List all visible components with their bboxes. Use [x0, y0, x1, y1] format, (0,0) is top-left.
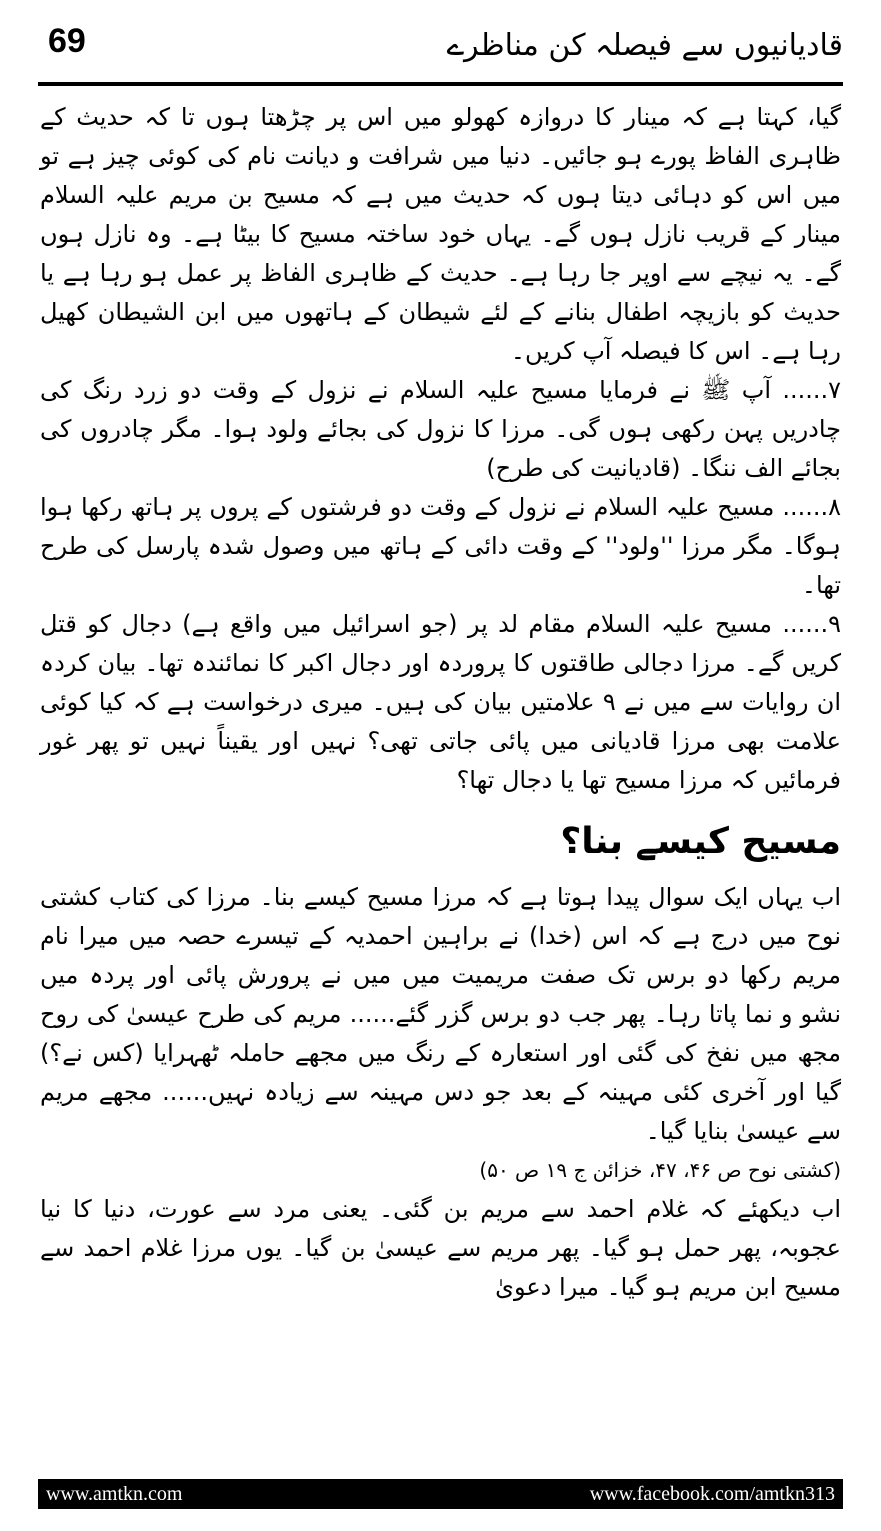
closing-paragraph: اب دیکھئے کہ غلام احمد سے مریم بن گئی۔ یعنی مرد سے عورت، دنیا کا نیا عجوبہ، پھر حمل ہو گیا۔ پھر مریم سے عیسیٰ بن گیا۔ یوں مرزا غلام احمد سے مسیح ابن مریم ہو گیا۔ میرا دعویٰ: [40, 1195, 841, 1301]
paragraph-point-8: ۸...... مسیح علیہ السلام نے نزول کے وقت دو فرشتوں کے پروں پر ہاتھ رکھا ہوا ہوگا۔ مگر مرزا ''ولود'' کے وقت دائی کے ہاتھ میں وصول شدہ پارسل کی طرح تھا۔: [40, 493, 841, 599]
book-title: قادیانیوں سے فیصلہ کن مناظرے: [446, 28, 843, 63]
header-divider: [38, 82, 843, 86]
section-heading: مسیح کیسے بنا؟: [560, 821, 841, 862]
page-number: 69: [48, 22, 86, 60]
paragraph-after-heading: اب یہاں ایک سوال پیدا ہوتا ہے کہ مرزا مسیح کیسے بنا۔ مرزا کی کتاب کشتی نوح میں درج ہے کہ اس (خدا) نے براہین احمدیہ کے تیسرے حصہ میں میرا نام مریم رکھا دو برس تک صفت مریمیت میں میں نے پرورش پائی اور پردہ میں نشو و نما پاتا رہا۔ پھر جب دو برس گزر گئے...... مریم کی طرح عیسیٰ کی روح مجھ میں نفخ کی گئی اور استعارہ کے رنگ میں مجھے حاملہ ٹھہرایا (کس نے؟) گیا اور آخری کئی مہینہ کے بعد جو دس مہینہ سے زیادہ نہیں...... مجھے مریم سے عیسیٰ بنایا گیا۔: [40, 883, 842, 1145]
footer-website-link[interactable]: www.amtkn.com: [46, 1482, 183, 1505]
paragraph-1: گیا، کہتا ہے کہ مینار کا دروازہ کھولو میں اس پر چڑھتا ہوں تا کہ حدیث کے ظاہری الفاظ پورے ہو جائیں۔ دنیا میں شرافت و دیانت نام کی کوئی چیز ہے تو میں اس کو دہائی دیتا ہوں کہ حدیث میں ہے کہ مسیح بن مریم علیہ السلام مینار کے قریب نازل ہوں گے۔ یہاں خود ساختہ مسیح کا بیٹا ہے۔ وہ نازل ہوں گے۔ یہ نیچے سے اوپر جا رہا ہے۔ حدیث کے ظاہری الفاظ پر عمل ہو رہا ہے یا حدیث کو بازیچہ اطفال بنانے کے لئے شیطان کے ہاتھوں میں ابن الشیطان کھیل رہا ہے۔ اس کا فیصلہ آپ کریں۔: [40, 103, 841, 365]
paragraph-point-9: ۹...... مسیح علیہ السلام مقام لد پر (جو اسرائیل میں واقع ہے) دجال کو قتل کریں گے۔ مرزا دجالی طاقتوں کا پروردہ اور دجال اکبر کا نمائندہ تھا۔ بیان کردہ ان روایات سے میں نے ۹ علامتیں بیان کی ہیں۔ میری درخواست ہے کہ کیا کوئی علامت بھی مرزا قادیانی میں پائی جاتی تھی؟ نہیں اور یقیناً نہیں تو پھر غور فرمائیں کہ مرزا مسیح تھا یا دجال تھا؟: [40, 610, 842, 794]
paragraph-point-7: ۷...... آپ ﷺ نے فرمایا مسیح علیہ السلام نے نزول کے وقت دو زرد رنگ کی چادریں پہن رکھی ہوں گی۔ مرزا کا نزول کی بجائے ولود ہوا۔ مگر چادروں کی بجائے الف ننگا۔ (قادیانیت کی طرح): [40, 376, 841, 482]
page-body: [40, 98, 841, 1461]
footer-bar: [38, 1479, 843, 1509]
footer-facebook-link[interactable]: www.facebook.com/amtkn313: [589, 1482, 835, 1505]
citation: (کشتی نوح ص ۴۶، ۴۷، خزائن ج ۱۹ ص ۵۰): [479, 1158, 841, 1182]
